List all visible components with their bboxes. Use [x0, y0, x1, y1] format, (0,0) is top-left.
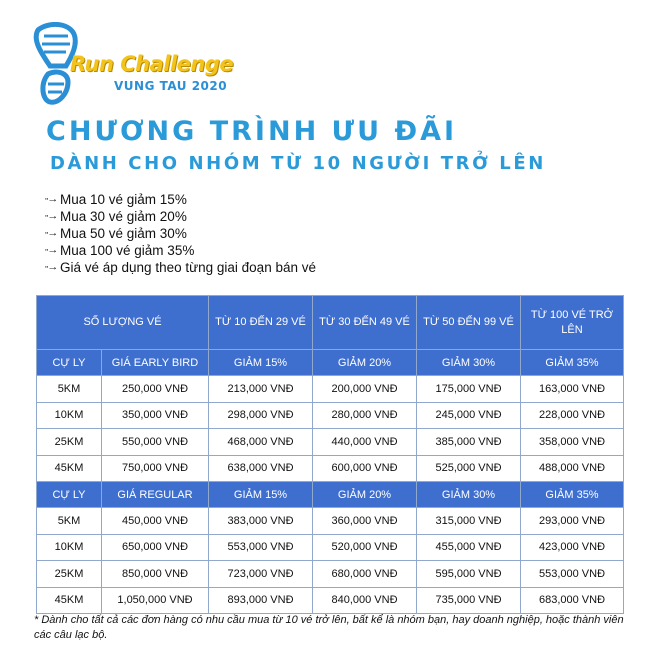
tier-price-cell: 840,000 VNĐ	[313, 587, 417, 613]
price-header: GIÁ EARLY BIRD	[102, 350, 209, 376]
distance-cell: 45KM	[37, 455, 102, 481]
table-row	[37, 455, 624, 481]
tier-header: TỪ 10 ĐẾN 29 VÉ	[209, 296, 313, 350]
tier-price-cell: 175,000 VNĐ	[417, 376, 521, 402]
table-row	[37, 587, 624, 613]
price-cell: 350,000 VNĐ	[102, 402, 209, 428]
offer-text: Mua 10 vé giảm 15%	[60, 192, 187, 207]
tier-price-cell: 385,000 VNĐ	[417, 429, 521, 455]
table-header-row	[37, 296, 624, 350]
offer-text: Mua 30 vé giảm 20%	[60, 209, 187, 224]
tier-price-cell: 553,000 VNĐ	[521, 561, 624, 587]
table-row	[37, 402, 624, 428]
price-table	[36, 295, 624, 614]
arrow-right-icon: ··→	[44, 210, 57, 222]
tier-price-cell: 735,000 VNĐ	[417, 587, 521, 613]
discount-header: GIẢM 15%	[209, 481, 313, 507]
list-item	[44, 225, 316, 242]
distance-cell: 45KM	[37, 587, 102, 613]
price-cell: 1,050,000 VNĐ	[102, 587, 209, 613]
tier-price-cell: 520,000 VNĐ	[313, 534, 417, 560]
section-header-row	[37, 481, 624, 507]
tier-price-cell: 280,000 VNĐ	[313, 402, 417, 428]
tier-price-cell: 455,000 VNĐ	[417, 534, 521, 560]
price-header: GIÁ REGULAR	[102, 481, 209, 507]
tier-price-cell: 245,000 VNĐ	[417, 402, 521, 428]
distance-cell: 5KM	[37, 508, 102, 534]
tier-price-cell: 595,000 VNĐ	[417, 561, 521, 587]
logo	[28, 22, 234, 112]
discount-header: GIẢM 35%	[521, 481, 624, 507]
list-item	[44, 208, 316, 225]
discount-header: GIẢM 20%	[313, 481, 417, 507]
tier-price-cell: 383,000 VNĐ	[209, 508, 313, 534]
tier-header: TỪ 30 ĐẾN 49 VÉ	[313, 296, 417, 350]
discount-header: GIẢM 35%	[521, 350, 624, 376]
price-cell: 850,000 VNĐ	[102, 561, 209, 587]
distance-cell: 25KM	[37, 561, 102, 587]
arrow-right-icon: ··→	[44, 227, 57, 239]
discount-header: GIẢM 30%	[417, 481, 521, 507]
footnote: * Dành cho tất cả các đơn hàng có nhu cầu mua từ 10 vé trở lên, bất kể là nhóm bạn, hay doanh nghiệp, hoặc thành viên các câu lạc bộ.	[34, 614, 624, 641]
list-item	[44, 259, 316, 276]
logo-title: Run Challenge	[70, 52, 234, 76]
arrow-right-icon: ··→	[44, 261, 57, 273]
section-header-row	[37, 350, 624, 376]
tier-price-cell: 553,000 VNĐ	[209, 534, 313, 560]
price-cell: 450,000 VNĐ	[102, 508, 209, 534]
table-row	[37, 508, 624, 534]
discount-header: GIẢM 30%	[417, 350, 521, 376]
tier-price-cell: 360,000 VNĐ	[313, 508, 417, 534]
tier-header: TỪ 100 VÉ TRỞ LÊN	[521, 296, 624, 350]
offer-text: Mua 100 vé giảm 35%	[60, 243, 195, 258]
offer-text: Giá vé áp dụng theo từng giai đoạn bán vé	[60, 260, 316, 275]
tier-price-cell: 228,000 VNĐ	[521, 402, 624, 428]
page-subtitle: DÀNH CHO NHÓM TỪ 10 NGƯỜI TRỞ LÊN	[50, 153, 546, 174]
offer-list	[44, 191, 316, 276]
tier-price-cell: 680,000 VNĐ	[313, 561, 417, 587]
discount-header: GIẢM 15%	[209, 350, 313, 376]
tier-price-cell: 315,000 VNĐ	[417, 508, 521, 534]
table-row	[37, 429, 624, 455]
page-title: CHƯƠNG TRÌNH ƯU ĐÃI	[46, 116, 458, 147]
tier-price-cell: 423,000 VNĐ	[521, 534, 624, 560]
distance-header: CỰ LY	[37, 350, 102, 376]
list-item	[44, 191, 316, 208]
distance-cell: 10KM	[37, 402, 102, 428]
price-cell: 250,000 VNĐ	[102, 376, 209, 402]
quantity-header: SỐ LƯỢNG VÉ	[37, 296, 209, 350]
tier-price-cell: 638,000 VNĐ	[209, 455, 313, 481]
arrow-right-icon: ··→	[44, 193, 57, 205]
offer-text: Mua 50 vé giảm 30%	[60, 226, 187, 241]
price-cell: 650,000 VNĐ	[102, 534, 209, 560]
logo-subtitle: VUNG TAU 2020	[114, 79, 228, 93]
tier-price-cell: 200,000 VNĐ	[313, 376, 417, 402]
distance-cell: 5KM	[37, 376, 102, 402]
discount-header: GIẢM 20%	[313, 350, 417, 376]
tier-price-cell: 298,000 VNĐ	[209, 402, 313, 428]
list-item	[44, 242, 316, 259]
price-cell: 550,000 VNĐ	[102, 429, 209, 455]
tier-price-cell: 293,000 VNĐ	[521, 508, 624, 534]
distance-cell: 25KM	[37, 429, 102, 455]
tier-header: TỪ 50 ĐẾN 99 VÉ	[417, 296, 521, 350]
table-row	[37, 376, 624, 402]
tier-price-cell: 488,000 VNĐ	[521, 455, 624, 481]
tier-price-cell: 213,000 VNĐ	[209, 376, 313, 402]
tier-price-cell: 723,000 VNĐ	[209, 561, 313, 587]
table-row	[37, 534, 624, 560]
table-row	[37, 561, 624, 587]
tier-price-cell: 600,000 VNĐ	[313, 455, 417, 481]
arrow-right-icon: ··→	[44, 244, 57, 256]
tier-price-cell: 358,000 VNĐ	[521, 429, 624, 455]
tier-price-cell: 468,000 VNĐ	[209, 429, 313, 455]
tier-price-cell: 525,000 VNĐ	[417, 455, 521, 481]
distance-cell: 10KM	[37, 534, 102, 560]
distance-header: CỰ LY	[37, 481, 102, 507]
tier-price-cell: 683,000 VNĐ	[521, 587, 624, 613]
tier-price-cell: 440,000 VNĐ	[313, 429, 417, 455]
price-cell: 750,000 VNĐ	[102, 455, 209, 481]
tier-price-cell: 163,000 VNĐ	[521, 376, 624, 402]
tier-price-cell: 893,000 VNĐ	[209, 587, 313, 613]
